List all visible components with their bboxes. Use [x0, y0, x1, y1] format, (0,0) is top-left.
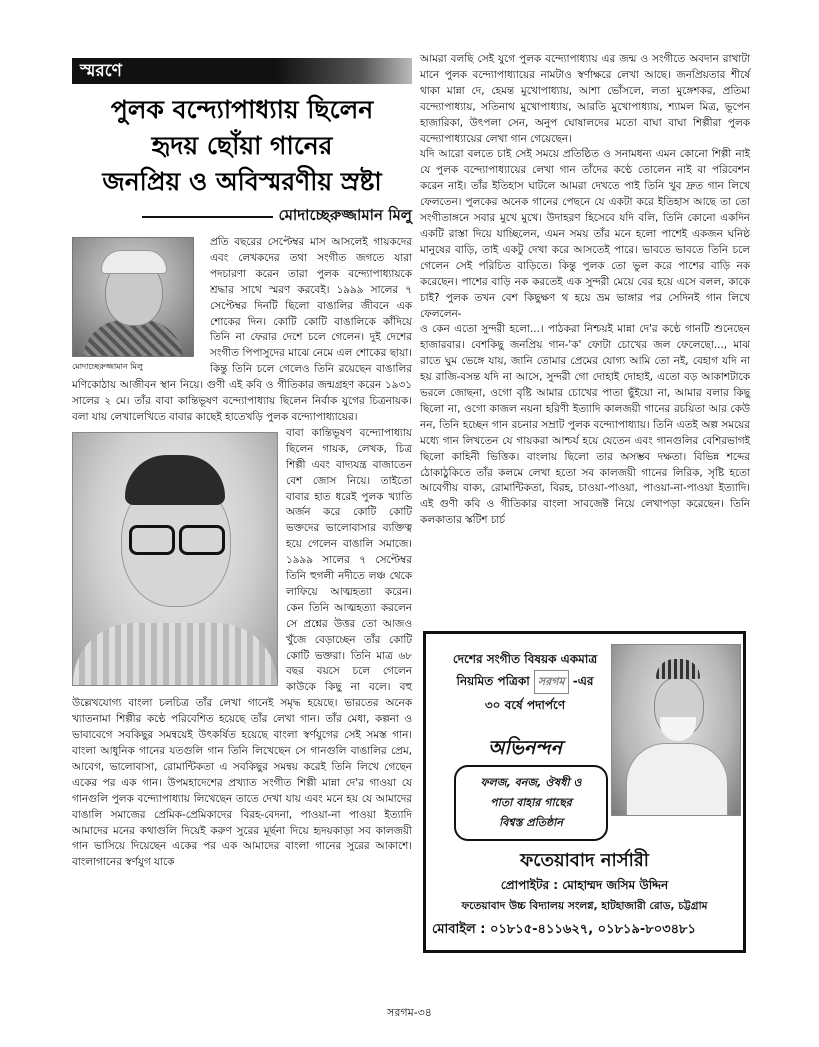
nursery-address: ফতেয়াবাদ উচ্চ বিদ্যালয় সংলগ্ন, হাটহাজারী রোড, চট্টগ্রাম	[461, 900, 708, 912]
author-name: মোদাচ্ছেরুজ্জামান মিলু	[278, 206, 412, 224]
ad-line-2: নিয়মিত পত্রিকা সরগম -এর	[440, 670, 610, 694]
ad-congrats: অভিনন্দন	[488, 737, 562, 759]
author-photo-caption: মোদাচ্ছেরুজ্জামান মিলু	[72, 362, 143, 371]
nursery-name: ফতেয়াবাদ নার্সারী	[520, 850, 649, 871]
pulak-photo-block	[72, 432, 278, 686]
byline-rule	[142, 216, 273, 218]
byline	[72, 204, 412, 229]
right-paragraph-3: ও কেন এতো সুন্দরী হলো...। পাঠকরা নিশ্চয়ই মান্না দে'র কণ্ঠে গানটি শুনেছেন হাজারবার। বেশকিছু জনপ্রিয় গান-'ক' ফোটা চোখের জল ফেলেছো..., মাঝ রাতে ঘুম ভেঙ্গে যায়, জানি তোমার প্রেমের যোগ্য আমি তো নই, বেহাগ যদি না হয় রাজি-বসন্ত যদি না আসে, সুন্দরী গো দোহাই দোহাই, এতো বড় আকাশটাকে ভরলে জোছনা, ওগো বৃষ্টি আমার চোখের পাতা ছুঁইয়ো না, আমার বলার কিছু ছিলো না, ওগো কাজল নয়না হরিণী ইত্যাদি কালজয়ী গানের রচয়িতা আর কেউ নন, তিনি হচ্ছেন গান রচনার সম্রাট পুলক বন্দ্যোপাধ্যায়। তিনি এতই অল্প সময়ের মধ্যে গান লিখতেন যে গায়করা আশ্চর্য হয়ে যেতেন এবং গানগুলির বেশিরভাগই ছিলো কাহিনী ভিত্তিক। বাংলায় ছিলো তার অসম্ভব দক্ষতা। বিভিন্ন শব্দের ঠোকাঠুকিতে তাঁর কলমে লেখা হতো সব কালজয়ী গানের লিরিক, সৃষ্টি হতো আবেগীয় বাক্য, রোমান্টিকতা, বিরহ, চাওয়া-পাওয়া, পাওয়া-না-পাওয়া ইত্যাদি। এই গুণী কবি ও গীতিকার বাংলা সাবজেক্ট নিয়ে লেখাপড়া করেছেন। তিনি কলকাতার স্কটিশ চার্চ	[420, 323, 750, 527]
right-paragraph-2: যদি আরো বলতে চাই সেই সময়ে প্রতিষ্ঠিত ও সনামধন্য এমন কোনো শিল্পী নাই যে পুলক বন্দ্যোপাধ্যায়ের লেখা গান তাঁদের কণ্ঠে তোলেন নাই বা পরিবেশন করেন নাই। তাঁর ইতিহাস ঘাটলে আমরা দেখতে পাই তিনি খুব দ্রুত গান লিখে ফেলতেন। পুলকের অনেক গানের পেছনে যে একটা করে ইতিহাস আছে তা তো সংগীতাঙ্গনে সবার মুখে মুখে। উদাহরণ হিসেবে যদি বলি, তিনি কোনো একদিন একটি রাস্তা দিয়ে যাচ্ছিলেন, এমন সময় তাঁর মনে হলো পাশেই একজন ঘনিষ্ঠ মানুষের বাড়ি, তাই একটু দেখা করে আসতেই পারে। ভাবতে ভাবতে তিনি চলে গেলেন সেই পরিচিত বাড়িতে। কিন্তু পুলক তো ভুল করে পাশের বাড়ি নক করেছেন। পাশের বাড়ি নক করতেই এক সুন্দরী মেয়ে বের হয়ে এসে বলল, কাকে চাই? পুলক তখন বেশ কিছুক্ষণ থ হয়ে ভ্রম ভাঙ্গার পর সেদিনই গান লিখে ফেললেন-	[420, 148, 750, 320]
author-photo	[72, 237, 194, 357]
nursery-advertisement	[423, 631, 746, 953]
headline	[72, 92, 412, 200]
ad-products-box: ফলজ, বনজ, ঔষধী ও পাতা বাহার গাছের বিশ্বস্ত প্রতিষ্ঠান	[454, 765, 608, 841]
sargam-logo: সরগম	[534, 670, 569, 694]
pulak-bandyopadhyay-photo	[72, 432, 278, 686]
ad-intro	[440, 648, 610, 716]
right-column	[420, 52, 750, 529]
headline-line-1: পুলক বন্দ্যোপাধ্যায় ছিলেন	[110, 95, 374, 124]
right-paragraph-1: আমরা বলছি সেই যুগে পুলক বন্দ্যোপাধ্যায় এর জন্ম ও সংগীতে অবদান রাখাটা মানে পুলক বন্দ্যোপাধ্যায়ের নামটাও স্বর্ণাক্ষরে লেখা আছে। জনপ্রিয়তার শীর্ষে থাকা মান্না দে, হেমন্ত মুখোপাধ্যায়, আশা ভোঁসলে, লতা মুঙ্গেশকর, প্রতিমা বন্দ্যোপাধ্যায়, সতিনাথ মুখোপাধ্যায়, আরতি মুখোপাধ্যায়, শ্যামল মিত্র, ভূপেন হাজারিকা, উৎপলা সেন, অনুপ ঘোষালদের মতো বাঘা বাঘা শিল্পীরা পুলক বন্দ্যোপাধ্যায়ের লেখা গান গেয়েছেন।	[420, 53, 750, 145]
article-body-right	[420, 52, 750, 529]
nursery-mobile: মোবাইল : ০১৮১৫-৪১১৬২৭, ০১৮১৯-৮০৩৪৮১	[432, 922, 696, 937]
ad-line-1: দেশের সংগীত বিষয়ক একমাত্র	[452, 652, 598, 666]
author-photo-block	[72, 237, 202, 375]
ad-line-3: ৩০ বর্ষে পদার্পণে	[484, 698, 566, 712]
article-body-left	[72, 235, 412, 871]
left-column	[72, 58, 412, 871]
proprietor-photo	[611, 644, 741, 816]
left-paragraph-1: প্রতি বছরের সেপ্টেম্বর মাস আসলেই গায়কদের এবং লেখকদের তথা সংগীত জগতে যারা পদচারণা করেন তারা পুলক বন্দ্যোপাধ্যায়কে শ্রদ্ধার সাথে স্মরণ করবেই। ১৯৯৯ সালের ৭ সেপ্টেম্বর দিনটি ছিলো বাঙালির জীবনে এক শোকের দিন। কোটি কোটি বাঙালিকে কাঁদিয়ে তিনি না ফেরার দেশে চলে গেলেন। দুই দেশের সংগীত পিপাসুদের মাঝে নেমে এল শোকের ছায়া। কিন্তু তিনি চলে গেলেও তিনি রয়েছেন বাঙালির মণিকোঠায় আজীবন স্থান নিয়ে। গুণী এই কবি ও গীতিকার জন্মগ্রহণ করেন ১৯৩১ সালের ২ মে। তাঁর বাবা কান্তিভূষণ বন্দ্যোপাধ্যায় ছিলেন নির্বাক যুগের চিত্রনায়ক। বলা যায় লেখালেখিতে বাবার কাছেই হাতেখড়ি পুলক বন্দ্যোপাধ্যায়ের।	[72, 236, 412, 423]
page-number: সরগম-৩৪	[387, 1006, 432, 1019]
proprietor-name: প্রোপাইটর : মোহাম্মদ জসিম উদ্দিন	[500, 878, 669, 892]
left-paragraph-2: বাবা কান্তিভূষণ বন্দ্যোপাধ্যায় ছিলেন গায়ক, লেখক, চিত্র শিল্পী এবং বাদ্যযন্ত্র বাজাতেন বেশ জোস নিয়ে। তাইতো বাবার হাত ধরেই পুলক খ্যাতি অর্জন করে কোটি কোটি ভক্তদের ভালোবাসার ব্যক্তিত্ব হয়ে গেলেন বাঙালি সমাজে। ১৯৯৯ সালের ৭ সেপ্টেম্বর তিনি হুগলী নদীতে লঞ্চ থেকে লাফিয়ে আত্মহত্যা করেন। কেন তিনি আত্মহত্যা করলেন সে প্রশ্নের উত্তর তো আজও খুঁজে বেড়াচ্ছেন তাঁর কোটি কোটি ভক্তরা। তিনি মাত্র ৬৮ বছর বয়সে চলে গেলেন কাউকে কিছু না বলে। বহু উল্লেখযোগ্য বাংলা চলচিত্র তাঁর লেখা গানেই সমৃদ্ধ হয়েছে। ভারতের অনেক খ্যাতনামা শিল্পীর কণ্ঠে পরিবেশিত হয়েছে তাঁর লেখা গান। তাঁর মেধা, কল্পনা ও ভাবাবেগে সবকিছুর সমন্বয়েই উৎকর্ষিত হয়েছে বাংলা স্বর্ণযুগের সেই সমস্ত গান। বাংলা আধুনিক গানের যতগুলি গান তিনি লিখেছেন সে গানগুলি বাঙালির প্রেম, আবেগ, ভালোবাসা, রোমান্টিকতা এ সবকিছুর সমন্বয় করেই তিনি লিখে গেছেন একের পর এক গান। উপমহাদেশের প্রখ্যাত সংগীত শিল্পী মান্না দে'র গাওয়া যে গানগুলি পুলক বন্দ্যোপাধ্যায় লিখেছেন তাতে দেখা যায় এবং মনে হয় যে আমাদের বাঙালি সমাজের প্রেমিক-প্রেমিকাদের বিরহ-বেদনা, পাওয়া-না পাওয়া ইত্যাদি আমাদের মনের কথাগুলি দিয়েই করুণ সুরের মূর্ছনা দিয়ে হৃদয়কাড়া সব কালজয়ী গান ভাসিয়ে দিয়েছেন একের পর এক আমাদের বাংলা গানের সুরের আকাশে। বাংলাগানের স্বর্ণযুগ যাকে	[72, 426, 412, 869]
headline-line-2: হৃদয় ছোঁয়া গানের	[151, 131, 333, 160]
headline-line-3: জনপ্রিয় ও অবিস্মরণীয় স্রষ্টা	[102, 167, 382, 196]
section-tag: স্মরণে	[72, 58, 412, 84]
